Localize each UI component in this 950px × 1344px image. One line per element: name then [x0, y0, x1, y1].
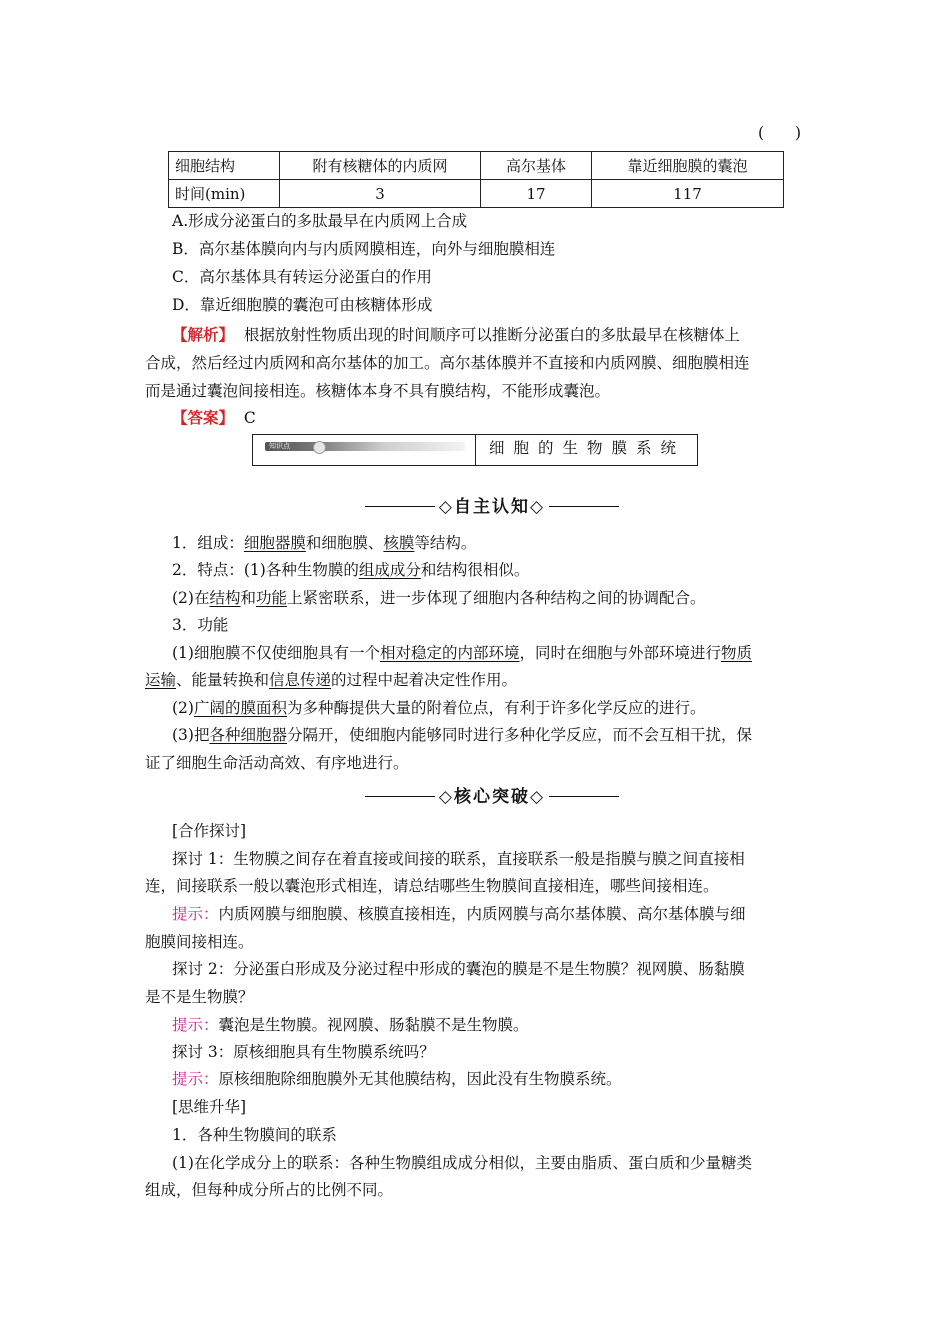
table-row	[169, 180, 784, 208]
q2-line-2: 是不是生物膜？	[145, 988, 254, 1006]
analysis-text: 根据放射性物质出现的时间顺序可以推断分泌蛋白的多肽最早在核糖体上	[243, 326, 740, 344]
section-header-1	[357, 494, 627, 520]
hint1-line-1: 提示：内质网膜与细胞膜、核膜直接相连，内质网膜与高尔基体膜、高尔基体膜与细	[172, 905, 746, 923]
answer-value: C	[243, 409, 256, 427]
think-item-1: 1．各种生物膜间的联系	[172, 1126, 337, 1144]
section-title: ◇核心突破◇	[438, 787, 546, 807]
analysis-line-3: 而是通过囊泡间接相连。核糖体本身不具有膜结构，不能形成囊泡。	[145, 382, 611, 400]
answer-label: 【答案】	[172, 408, 235, 427]
s1-p9: 证了细胞生命活动高效、有序地进行。	[145, 754, 409, 772]
hint-label: 提示：	[172, 1016, 219, 1034]
knowledge-point-box	[252, 434, 698, 466]
s1-p5: (1)细胞膜不仅使细胞具有一个相对稳定的内部环境，同时在细胞与外部环境进行物质	[172, 644, 753, 662]
coop-heading: [合作探讨]	[172, 822, 247, 840]
s1-p1: 1．组成：细胞器膜和细胞膜、核膜等结构。	[172, 534, 477, 552]
analysis-line-1	[172, 322, 832, 348]
knowledge-point-title: 细胞的生物膜系统	[489, 439, 686, 457]
s1-p4: 3．功能	[172, 616, 229, 634]
hint-label: 提示：	[172, 1070, 219, 1088]
table-cell: 细胞结构	[169, 152, 280, 180]
hint3: 提示：原核细胞除细胞膜外无其他膜结构，因此没有生物膜系统。	[172, 1070, 622, 1088]
s1-p7: (2)广阔的膜面积为多种酶提供大量的附着位点，有利于许多化学反应的进行。	[172, 699, 706, 717]
s1-p2: 2．特点：(1)各种生物膜的组成成分和结构很相似。	[172, 561, 530, 579]
table-cell: 高尔基体	[481, 152, 592, 180]
think-heading: [思维升华]	[172, 1098, 247, 1116]
hint-label: 提示：	[172, 905, 219, 923]
s1-p6: 运输、能量转换和信息传递的过程中起着决定性作用。	[145, 671, 518, 689]
section-header-2	[357, 784, 627, 810]
table-cell: 附有核糖体的内质网	[280, 152, 481, 180]
q1-line-2: 连，间接联系一般以囊泡形式相连，请总结哪些生物膜间直接相连，哪些间接相连。	[145, 877, 719, 895]
table-row	[169, 152, 784, 180]
table-cell: 靠近细胞膜的囊泡	[592, 152, 784, 180]
data-table	[168, 151, 784, 208]
answer-line	[172, 405, 832, 431]
q1-line-1: 探讨 1：生物膜之间存在着直接或间接的联系，直接联系一般是指膜与膜之间直接相	[172, 850, 745, 868]
analysis-label: 【解析】	[172, 325, 235, 344]
think-p-1: (1)在化学成分上的联系：各种生物膜组成成分相似，主要由脂质、蛋白质和少量糖类	[172, 1154, 752, 1172]
q2-line-1: 探讨 2：分泌蛋白形成及分泌过程中形成的囊泡的膜是不是生物膜？视网膜、肠黏膜	[172, 960, 745, 978]
hint1-line-2: 胞膜间接相连。	[145, 933, 254, 951]
table-cell: 117	[592, 180, 784, 208]
option-a: A.形成分泌蛋白的多肽最早在内质网上合成	[172, 212, 468, 230]
knowledge-point-badge	[265, 442, 465, 451]
think-p-2: 组成，但每种成分所占的比例不同。	[145, 1181, 394, 1199]
table-cell: 时间(min)	[169, 180, 280, 208]
q3: 探讨 3：原核细胞具有生物膜系统吗？	[172, 1043, 435, 1061]
knowledge-point-badge-text: 知识点	[269, 442, 290, 450]
option-b: B．高尔基体膜向内与内质网膜相连，向外与细胞膜相连	[172, 240, 556, 258]
table-cell: 3	[280, 180, 481, 208]
analysis-line-2: 合成，然后经过内质网和高尔基体的加工。高尔基体膜并不直接和内质网膜、细胞膜相连	[145, 354, 750, 372]
hint2: 提示：囊泡是生物膜。视网膜、肠黏膜不是生物膜。	[172, 1016, 529, 1034]
answer-paren: ( )	[758, 124, 802, 142]
option-c: C．高尔基体具有转运分泌蛋白的作用	[172, 268, 432, 286]
table-cell: 17	[481, 180, 592, 208]
s1-p8: (3)把各种细胞器分隔开，使细胞内能够同时进行多种化学反应，而不会互相干扰，保	[172, 726, 752, 744]
section-title: ◇自主认知◇	[438, 497, 546, 517]
option-d: D．靠近细胞膜的囊泡可由核糖体形成	[172, 296, 433, 314]
s1-p3: (2)在结构和功能上紧密联系，进一步体现了细胞内各种结构之间的协调配合。	[172, 589, 706, 607]
